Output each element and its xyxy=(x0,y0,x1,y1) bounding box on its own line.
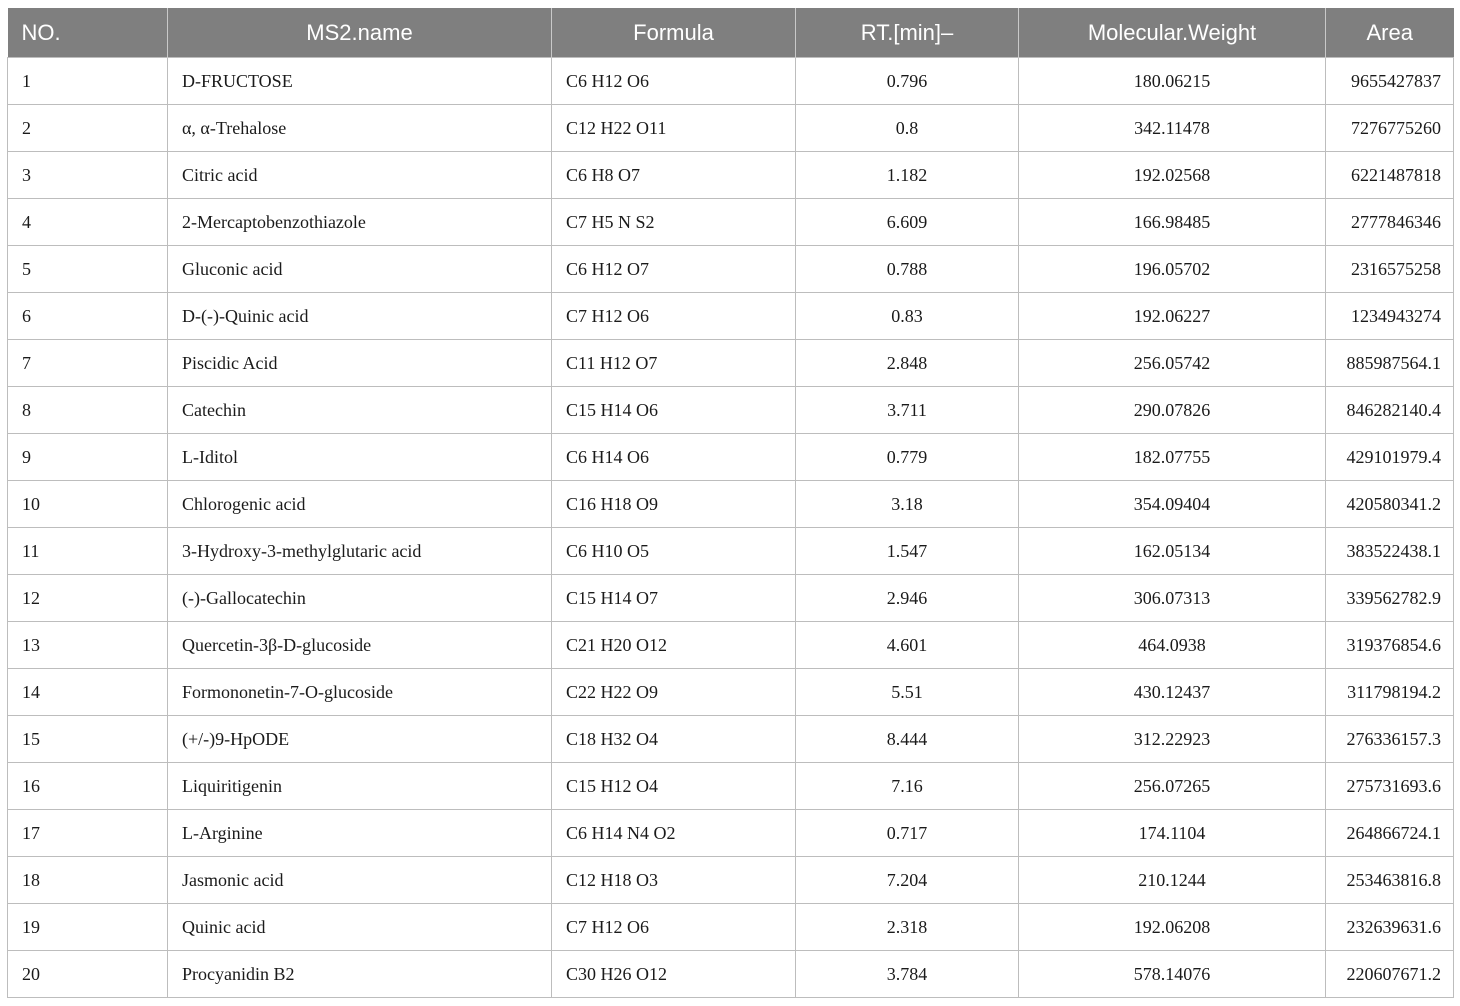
cell-molecular-weight: 182.07755 xyxy=(1019,434,1326,481)
cell-no: 15 xyxy=(8,716,168,763)
cell-formula: C15 H14 O7 xyxy=(552,575,796,622)
cell-molecular-weight: 196.05702 xyxy=(1019,246,1326,293)
cell-rt: 0.788 xyxy=(796,246,1019,293)
cell-no: 3 xyxy=(8,152,168,199)
table-row xyxy=(8,857,1454,904)
cell-no: 10 xyxy=(8,481,168,528)
cell-no: 19 xyxy=(8,904,168,951)
cell-rt: 2.318 xyxy=(796,904,1019,951)
cell-rt: 4.601 xyxy=(796,622,1019,669)
cell-ms2-name: Formononetin-7-O-glucoside xyxy=(168,669,552,716)
cell-formula: C11 H12 O7 xyxy=(552,340,796,387)
cell-ms2-name: Catechin xyxy=(168,387,552,434)
cell-rt: 7.204 xyxy=(796,857,1019,904)
cell-formula: C7 H12 O6 xyxy=(552,904,796,951)
cell-ms2-name: 2-Mercaptobenzothiazole xyxy=(168,199,552,246)
cell-no: 2 xyxy=(8,105,168,152)
cell-molecular-weight: 342.11478 xyxy=(1019,105,1326,152)
cell-ms2-name: L-Iditol xyxy=(168,434,552,481)
cell-rt: 1.547 xyxy=(796,528,1019,575)
header-ms2-name: MS2.name xyxy=(168,8,552,58)
cell-rt: 0.717 xyxy=(796,810,1019,857)
cell-molecular-weight: 180.06215 xyxy=(1019,58,1326,105)
table-row xyxy=(8,387,1454,434)
cell-molecular-weight: 174.1104 xyxy=(1019,810,1326,857)
cell-no: 7 xyxy=(8,340,168,387)
cell-area: 2316575258 xyxy=(1326,246,1454,293)
table-row xyxy=(8,622,1454,669)
cell-rt: 2.946 xyxy=(796,575,1019,622)
cell-area: 6221487818 xyxy=(1326,152,1454,199)
cell-ms2-name: D-FRUCTOSE xyxy=(168,58,552,105)
cell-rt: 0.779 xyxy=(796,434,1019,481)
cell-formula: C6 H12 O7 xyxy=(552,246,796,293)
cell-area: 420580341.2 xyxy=(1326,481,1454,528)
cell-rt: 3.18 xyxy=(796,481,1019,528)
table-row xyxy=(8,340,1454,387)
cell-formula: C12 H22 O11 xyxy=(552,105,796,152)
cell-no: 9 xyxy=(8,434,168,481)
table-row xyxy=(8,105,1454,152)
table-row xyxy=(8,293,1454,340)
header-molecular-weight: Molecular.Weight xyxy=(1019,8,1326,58)
cell-no: 17 xyxy=(8,810,168,857)
cell-ms2-name: Jasmonic acid xyxy=(168,857,552,904)
cell-molecular-weight: 192.06227 xyxy=(1019,293,1326,340)
cell-molecular-weight: 210.1244 xyxy=(1019,857,1326,904)
cell-area: 7276775260 xyxy=(1326,105,1454,152)
cell-no: 14 xyxy=(8,669,168,716)
cell-molecular-weight: 306.07313 xyxy=(1019,575,1326,622)
table-row xyxy=(8,575,1454,622)
cell-formula: C6 H14 O6 xyxy=(552,434,796,481)
cell-ms2-name: D-(-)-Quinic acid xyxy=(168,293,552,340)
cell-rt: 6.609 xyxy=(796,199,1019,246)
table-body xyxy=(8,58,1454,998)
cell-no: 6 xyxy=(8,293,168,340)
cell-formula: C7 H5 N S2 xyxy=(552,199,796,246)
table-row xyxy=(8,951,1454,998)
table-row xyxy=(8,199,1454,246)
cell-formula: C18 H32 O4 xyxy=(552,716,796,763)
cell-formula: C16 H18 O9 xyxy=(552,481,796,528)
cell-molecular-weight: 290.07826 xyxy=(1019,387,1326,434)
cell-no: 13 xyxy=(8,622,168,669)
cell-area: 2777846346 xyxy=(1326,199,1454,246)
cell-area: 220607671.2 xyxy=(1326,951,1454,998)
table-row xyxy=(8,904,1454,951)
table-row xyxy=(8,246,1454,293)
cell-rt: 7.16 xyxy=(796,763,1019,810)
cell-rt: 2.848 xyxy=(796,340,1019,387)
table-row xyxy=(8,58,1454,105)
cell-no: 1 xyxy=(8,58,168,105)
cell-molecular-weight: 464.0938 xyxy=(1019,622,1326,669)
cell-area: 264866724.1 xyxy=(1326,810,1454,857)
cell-ms2-name: 3-Hydroxy-3-methylglutaric acid xyxy=(168,528,552,575)
cell-area: 885987564.1 xyxy=(1326,340,1454,387)
cell-ms2-name: α, α-Trehalose xyxy=(168,105,552,152)
cell-no: 20 xyxy=(8,951,168,998)
header-area: Area xyxy=(1326,8,1454,58)
cell-area: 276336157.3 xyxy=(1326,716,1454,763)
cell-formula: C6 H12 O6 xyxy=(552,58,796,105)
table-row xyxy=(8,152,1454,199)
cell-area: 311798194.2 xyxy=(1326,669,1454,716)
cell-formula: C15 H12 O4 xyxy=(552,763,796,810)
cell-molecular-weight: 430.12437 xyxy=(1019,669,1326,716)
cell-area: 383522438.1 xyxy=(1326,528,1454,575)
cell-no: 8 xyxy=(8,387,168,434)
cell-rt: 1.182 xyxy=(796,152,1019,199)
cell-ms2-name: Citric acid xyxy=(168,152,552,199)
table-row xyxy=(8,528,1454,575)
cell-area: 319376854.6 xyxy=(1326,622,1454,669)
cell-ms2-name: (-)-Gallocatechin xyxy=(168,575,552,622)
cell-molecular-weight: 256.07265 xyxy=(1019,763,1326,810)
header-no: NO. xyxy=(8,8,168,58)
cell-ms2-name: Quercetin-3β-D-glucoside xyxy=(168,622,552,669)
header-formula: Formula xyxy=(552,8,796,58)
compound-table-container xyxy=(7,8,1453,998)
cell-no: 18 xyxy=(8,857,168,904)
cell-formula: C12 H18 O3 xyxy=(552,857,796,904)
cell-ms2-name: Procyanidin B2 xyxy=(168,951,552,998)
cell-formula: C6 H14 N4 O2 xyxy=(552,810,796,857)
cell-no: 4 xyxy=(8,199,168,246)
cell-ms2-name: Piscidic Acid xyxy=(168,340,552,387)
table-row xyxy=(8,669,1454,716)
cell-area: 1234943274 xyxy=(1326,293,1454,340)
table-row xyxy=(8,810,1454,857)
cell-molecular-weight: 256.05742 xyxy=(1019,340,1326,387)
cell-no: 12 xyxy=(8,575,168,622)
table-row xyxy=(8,481,1454,528)
cell-formula: C30 H26 O12 xyxy=(552,951,796,998)
cell-area: 339562782.9 xyxy=(1326,575,1454,622)
cell-molecular-weight: 354.09404 xyxy=(1019,481,1326,528)
cell-rt: 3.784 xyxy=(796,951,1019,998)
cell-molecular-weight: 162.05134 xyxy=(1019,528,1326,575)
header-row xyxy=(8,8,1454,58)
cell-area: 232639631.6 xyxy=(1326,904,1454,951)
cell-ms2-name: L-Arginine xyxy=(168,810,552,857)
cell-area: 9655427837 xyxy=(1326,58,1454,105)
cell-ms2-name: Quinic acid xyxy=(168,904,552,951)
cell-rt: 0.796 xyxy=(796,58,1019,105)
cell-rt: 5.51 xyxy=(796,669,1019,716)
cell-molecular-weight: 312.22923 xyxy=(1019,716,1326,763)
cell-rt: 8.444 xyxy=(796,716,1019,763)
header-rt: RT.[min]– xyxy=(796,8,1019,58)
cell-formula: C6 H10 O5 xyxy=(552,528,796,575)
cell-area: 429101979.4 xyxy=(1326,434,1454,481)
cell-area: 253463816.8 xyxy=(1326,857,1454,904)
cell-ms2-name: (+/-)9-HpODE xyxy=(168,716,552,763)
cell-no: 11 xyxy=(8,528,168,575)
cell-molecular-weight: 578.14076 xyxy=(1019,951,1326,998)
cell-area: 275731693.6 xyxy=(1326,763,1454,810)
cell-rt: 3.711 xyxy=(796,387,1019,434)
cell-formula: C7 H12 O6 xyxy=(552,293,796,340)
cell-rt: 0.83 xyxy=(796,293,1019,340)
cell-formula: C21 H20 O12 xyxy=(552,622,796,669)
cell-molecular-weight: 192.02568 xyxy=(1019,152,1326,199)
table-row xyxy=(8,763,1454,810)
cell-formula: C22 H22 O9 xyxy=(552,669,796,716)
cell-no: 16 xyxy=(8,763,168,810)
cell-area: 846282140.4 xyxy=(1326,387,1454,434)
compound-table xyxy=(7,8,1454,998)
cell-ms2-name: Gluconic acid xyxy=(168,246,552,293)
cell-rt: 0.8 xyxy=(796,105,1019,152)
cell-ms2-name: Chlorogenic acid xyxy=(168,481,552,528)
cell-formula: C15 H14 O6 xyxy=(552,387,796,434)
table-row xyxy=(8,434,1454,481)
cell-formula: C6 H8 O7 xyxy=(552,152,796,199)
cell-ms2-name: Liquiritigenin xyxy=(168,763,552,810)
cell-no: 5 xyxy=(8,246,168,293)
cell-molecular-weight: 166.98485 xyxy=(1019,199,1326,246)
table-header xyxy=(8,8,1454,58)
table-row xyxy=(8,716,1454,763)
cell-molecular-weight: 192.06208 xyxy=(1019,904,1326,951)
